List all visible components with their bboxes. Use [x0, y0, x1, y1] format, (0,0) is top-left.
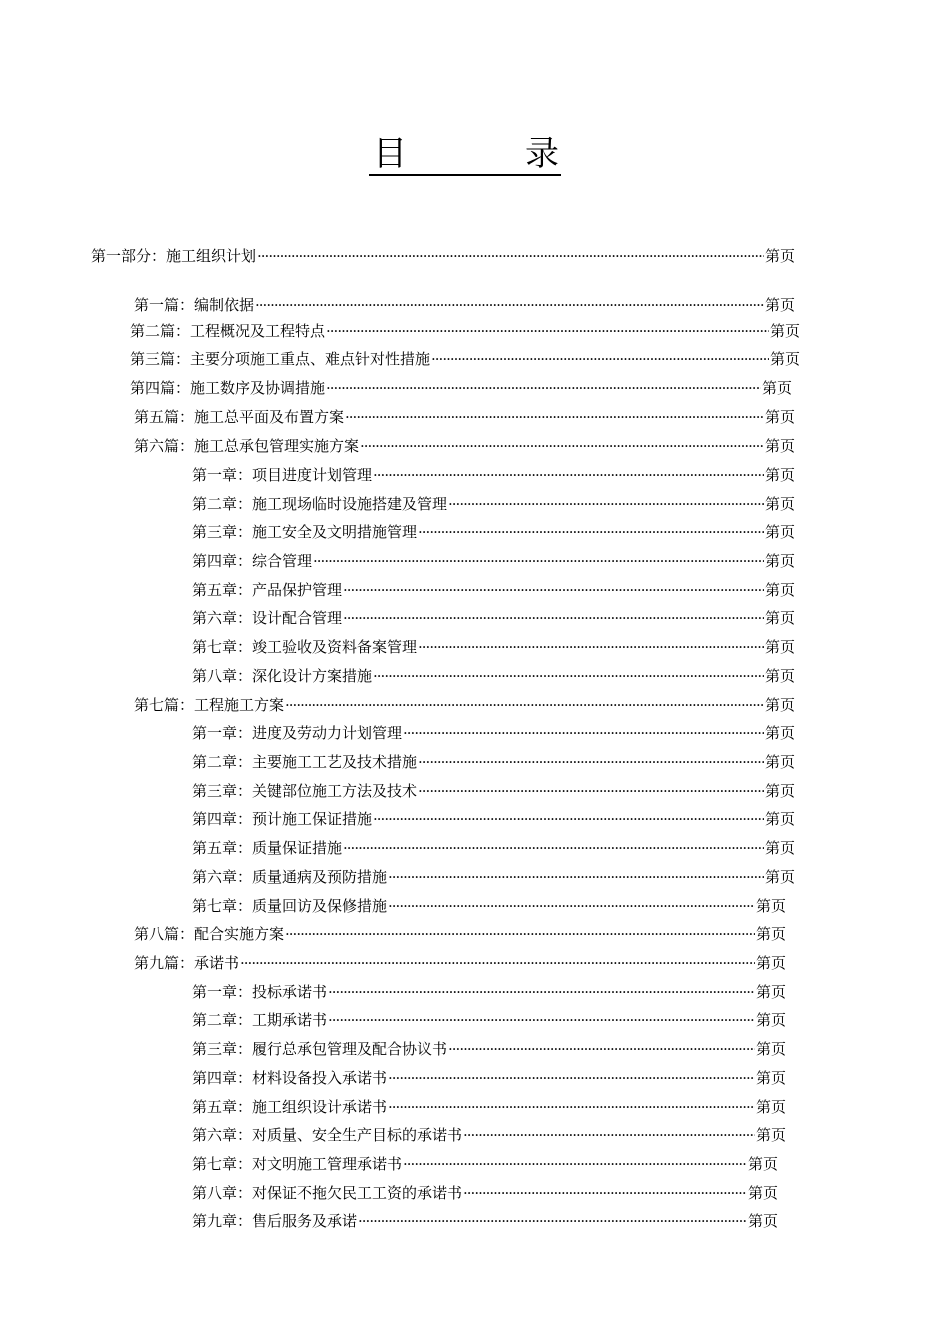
- toc-entry-section[interactable]: [192, 1096, 786, 1118]
- toc-entry-label: 第一部分：施工组织计划: [91, 247, 257, 265]
- toc-entry-section[interactable]: [192, 981, 786, 1003]
- toc-entry-page: 第页: [764, 609, 795, 627]
- toc-entry-section[interactable]: [192, 1067, 786, 1089]
- toc-entry-page: 第页: [747, 1184, 778, 1202]
- toc-entry-label: 第九章：售后服务及承诺: [192, 1212, 358, 1230]
- toc-entry-page: 第页: [764, 296, 795, 314]
- toc-leader: [388, 866, 764, 888]
- toc-entry-label: 第四章：综合管理: [192, 552, 313, 570]
- toc-entry-section[interactable]: [192, 780, 795, 802]
- toc-entry-chapter[interactable]: [134, 294, 795, 316]
- toc-entry-page: 第页: [764, 868, 795, 886]
- toc-entry-label: 第六章：对质量、安全生产目标的承诺书: [192, 1126, 463, 1144]
- toc-entry-page: 第页: [747, 1212, 778, 1230]
- toc-entry-section[interactable]: [192, 722, 795, 744]
- toc-entry-page: 第页: [764, 466, 795, 484]
- toc-entry-label: 第二篇：工程概况及工程特点: [130, 322, 326, 340]
- toc-entry-chapter[interactable]: [134, 923, 786, 945]
- toc-leader: [403, 722, 764, 744]
- toc-entry-page: 第页: [764, 782, 795, 800]
- toc-leader: [388, 1067, 755, 1089]
- toc-entry-label: 第一章：投标承诺书: [192, 983, 328, 1001]
- toc-entry-label: 第六章：质量通病及预防措施: [192, 868, 388, 886]
- toc-entry-section[interactable]: [192, 1038, 786, 1060]
- toc-entry-label: 第一篇：编制依据: [134, 296, 255, 314]
- toc-leader: [448, 1038, 755, 1060]
- toc-leader: [326, 320, 769, 342]
- toc-entry-label: 第五章：质量保证措施: [192, 839, 343, 857]
- toc-entry-page: 第页: [764, 839, 795, 857]
- toc-entry-section[interactable]: [192, 808, 795, 830]
- toc-entry-page: 第页: [769, 322, 800, 340]
- toc-entry-label: 第七章：对文明施工管理承诺书: [192, 1155, 403, 1173]
- toc-entry-chapter[interactable]: [130, 377, 792, 399]
- toc-entry-page: 第页: [764, 581, 795, 599]
- toc-entry-page: 第页: [769, 350, 800, 368]
- toc-entry-label: 第三章：施工安全及文明措施管理: [192, 523, 418, 541]
- toc-entry-label: 第六章：设计配合管理: [192, 609, 343, 627]
- toc-leader: [257, 245, 764, 267]
- toc-leader: [240, 952, 755, 974]
- toc-entry-label: 第九篇：承诺书: [134, 954, 240, 972]
- toc-entry-label: 第二章：主要施工工艺及技术措施: [192, 753, 418, 771]
- toc-leader: [328, 981, 755, 1003]
- page-title-right: 录: [525, 134, 559, 174]
- toc-entry-page: 第页: [764, 437, 795, 455]
- toc-entry-page: 第页: [764, 408, 795, 426]
- toc-entry-label: 第八篇：配合实施方案: [134, 925, 285, 943]
- toc-leader: [343, 837, 764, 859]
- toc-entry-section[interactable]: [192, 895, 786, 917]
- toc-entry-page: 第页: [755, 1098, 786, 1116]
- toc-entry-label: 第三章：关键部位施工方法及技术: [192, 782, 418, 800]
- toc-leader: [463, 1124, 755, 1146]
- toc-leader: [360, 435, 764, 457]
- toc-entry-chapter[interactable]: [134, 952, 786, 974]
- toc-entry-label: 第五篇：施工总平面及布置方案: [134, 408, 345, 426]
- toc-leader: [418, 780, 764, 802]
- toc-entry-section[interactable]: [192, 866, 795, 888]
- toc-entry-label: 第七篇：工程施工方案: [134, 696, 285, 714]
- toc-entry-section[interactable]: [192, 607, 795, 629]
- toc-entry-chapter[interactable]: [130, 348, 800, 370]
- toc-entry-section[interactable]: [192, 550, 795, 572]
- toc-leader: [431, 348, 769, 370]
- toc-entry-section[interactable]: [192, 665, 795, 687]
- toc-entry-section[interactable]: [192, 1210, 778, 1232]
- toc-entry-label: 第五章：施工组织设计承诺书: [192, 1098, 388, 1116]
- toc-leader: [285, 923, 755, 945]
- toc-entry-section[interactable]: [192, 751, 795, 773]
- toc-entry-label: 第一章：进度及劳动力计划管理: [192, 724, 403, 742]
- toc-entry-page: 第页: [764, 753, 795, 771]
- toc-leader: [373, 665, 764, 687]
- toc-entry-page: 第页: [755, 1011, 786, 1029]
- toc-entry-label: 第七章：竣工验收及资料备案管理: [192, 638, 418, 656]
- toc-entry-label: 第四章：预计施工保证措施: [192, 810, 373, 828]
- toc-entry-page: 第页: [764, 696, 795, 714]
- toc-leader: [463, 1182, 747, 1204]
- toc-entry-page: 第页: [764, 523, 795, 541]
- toc-entry-label: 第二章：工期承诺书: [192, 1011, 328, 1029]
- toc-entry-section[interactable]: [192, 837, 795, 859]
- toc-entry-page: 第页: [755, 983, 786, 1001]
- toc-leader: [418, 636, 764, 658]
- toc-entry-page: 第页: [747, 1155, 778, 1173]
- toc-entry-page: 第页: [764, 810, 795, 828]
- toc-entry-page: 第页: [764, 638, 795, 656]
- toc-entry-label: 第六篇：施工总承包管理实施方案: [134, 437, 360, 455]
- toc-entry-page: 第页: [755, 1040, 786, 1058]
- toc-entry-section[interactable]: [192, 1124, 786, 1146]
- toc-entry-page: 第页: [764, 247, 795, 265]
- toc-entry-section[interactable]: [192, 464, 795, 486]
- page-title-left: 目: [373, 134, 407, 174]
- toc-entry-page: 第页: [755, 1069, 786, 1087]
- toc-entry-section[interactable]: [192, 1009, 786, 1031]
- toc-entry-page: 第页: [764, 495, 795, 513]
- toc-entry-label: 第四篇：施工数序及协调措施: [130, 379, 326, 397]
- toc-entry-page: 第页: [764, 724, 795, 742]
- toc-leader: [418, 751, 764, 773]
- toc-entry-section[interactable]: [192, 636, 795, 658]
- toc-entry-label: 第七章：质量回访及保修措施: [192, 897, 388, 915]
- toc-entry-chapter[interactable]: [130, 320, 800, 342]
- toc-leader: [255, 294, 764, 316]
- toc-entry-page: 第页: [755, 925, 786, 943]
- toc-entry-page: 第页: [755, 954, 786, 972]
- toc-leader: [373, 808, 764, 830]
- toc-leader: [285, 694, 764, 716]
- toc-entry-chapter[interactable]: [134, 694, 795, 716]
- toc-entry-part[interactable]: [91, 245, 795, 267]
- toc-leader: [343, 607, 764, 629]
- toc-leader: [403, 1153, 747, 1175]
- toc-leader: [343, 579, 764, 601]
- toc-entry-section[interactable]: [192, 521, 795, 543]
- toc-entry-page: 第页: [755, 1126, 786, 1144]
- toc-entry-label: 第五章：产品保护管理: [192, 581, 343, 599]
- toc-leader: [345, 406, 764, 428]
- toc-entry-section[interactable]: [192, 493, 795, 515]
- toc-leader: [326, 377, 761, 399]
- toc-leader: [358, 1210, 747, 1232]
- toc-entry-label: 第八章：对保证不拖欠民工工资的承诺书: [192, 1184, 463, 1202]
- toc-leader: [388, 895, 755, 917]
- toc-entry-page: 第页: [761, 379, 792, 397]
- toc-entry-chapter[interactable]: [134, 435, 795, 457]
- toc-leader: [448, 493, 764, 515]
- toc-entry-chapter[interactable]: [134, 406, 795, 428]
- toc-leader: [328, 1009, 755, 1031]
- toc-entry-page: 第页: [764, 667, 795, 685]
- toc-entry-page: 第页: [764, 552, 795, 570]
- toc-entry-label: 第一章：项目进度计划管理: [192, 466, 373, 484]
- toc-entry-page: 第页: [755, 897, 786, 915]
- toc-leader: [388, 1096, 755, 1118]
- toc-entry-label: 第四章：材料设备投入承诺书: [192, 1069, 388, 1087]
- toc-entry-section[interactable]: [192, 1182, 778, 1204]
- toc-leader: [418, 521, 764, 543]
- toc-leader: [313, 550, 764, 572]
- toc-leader: [373, 464, 764, 486]
- toc-entry-section[interactable]: [192, 579, 795, 601]
- toc-entry-label: 第二章：施工现场临时设施搭建及管理: [192, 495, 448, 513]
- toc-entry-label: 第八章：深化设计方案措施: [192, 667, 373, 685]
- toc-entry-label: 第三篇：主要分项施工重点、难点针对性措施: [130, 350, 431, 368]
- toc-entry-label: 第三章：履行总承包管理及配合协议书: [192, 1040, 448, 1058]
- toc-entry-section[interactable]: [192, 1153, 778, 1175]
